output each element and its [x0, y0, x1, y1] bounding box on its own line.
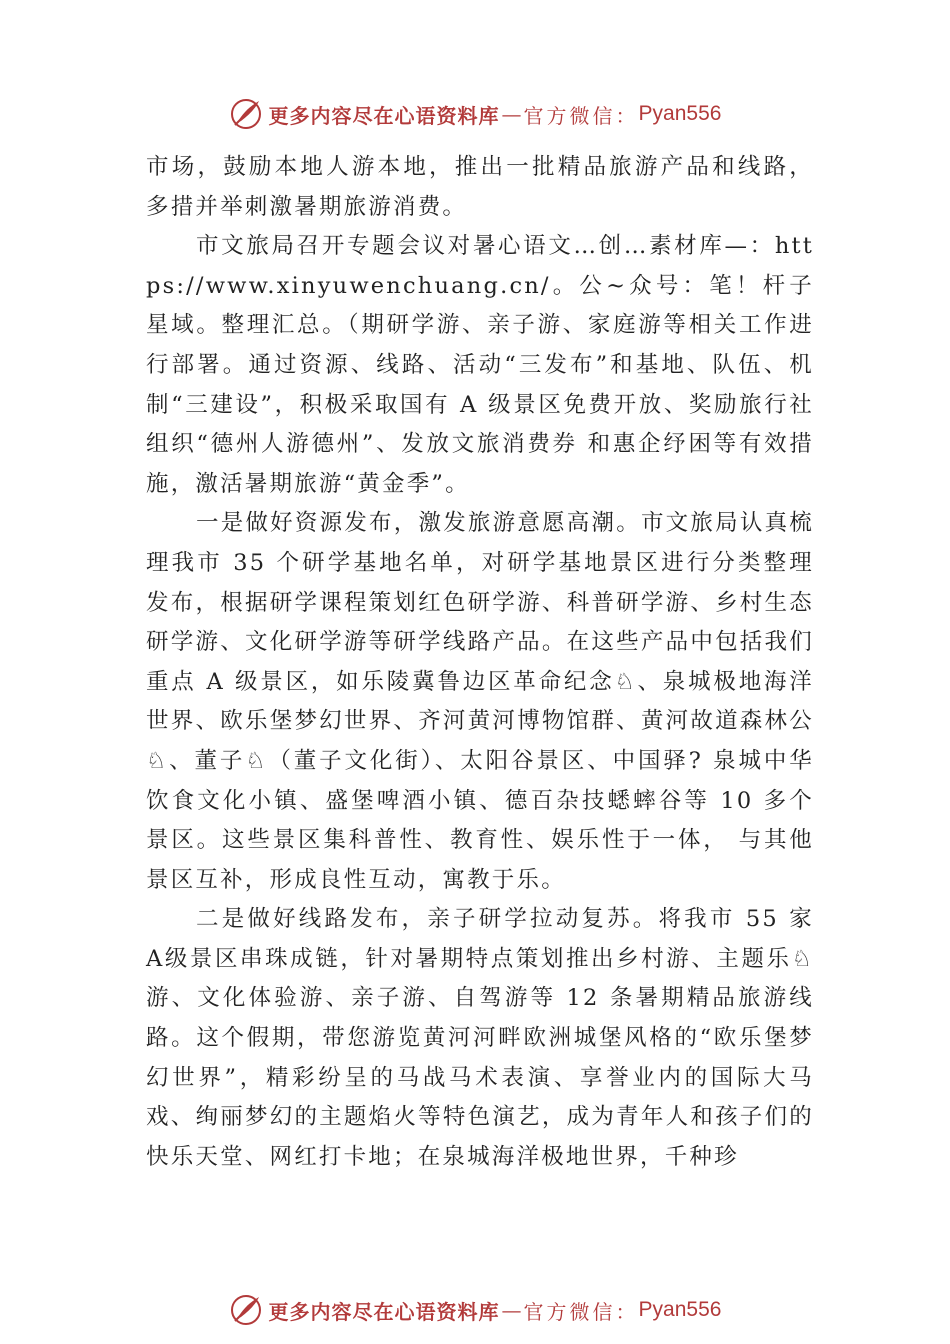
footer-banner: [0, 1290, 950, 1330]
header-separator: —: [501, 102, 522, 126]
paragraph-4: 二是做好线路发布，亲子研学拉动复苏。将我市 55 家 A级景区串珠成链，针对暑期特点策划推出乡村游、主题乐♘游、文化体验游、亲子游、自驾游等 12 条暑期精品旅游线路。这个假期，带您游览黄河河畔欧洲城堡风格的“欧乐堡梦幻世界”，精彩纷呈的马战马术表演、享誉业内的国际大马戏、绚丽梦幻的主题焰火等特色演艺，成为青年人和孩子们的快乐天堂、网红打卡地；在泉城海洋极地世界，千种珍: [146, 906, 814, 1170]
footer-separator: —: [501, 1298, 522, 1322]
header-wechat-label: 官方微信：: [523, 103, 639, 128]
document-body: [146, 148, 814, 1177]
quill-logo-icon: [229, 97, 263, 131]
footer-wechat-label: 官方微信：: [523, 1299, 639, 1324]
paragraph-3: 一是做好资源发布，激发旅游意愿高潮。市文旅局认真梳理我市 35 个研学基地名单，对研学基地景区进行分类整理发布，根据研学课程策划红色研学游、科普研学游、乡村生态研学游、文化研学游等研学线路产品。在这些产品中包括我们重点 A 级景区，如乐陵冀鲁边区革命纪念♘、泉城极地海洋世界、欧乐堡梦幻世界、齐河黄河博物馆群、黄河故道森林公♘、董子♘（董子文化街）、太阳谷景区、中国驿? 泉城中华饮食文化小镇、盛堡啤酒小镇、德百杂技蟋蟀谷等 10 多个景区。这些景区集科普性、教育性、娱乐性于一体， 与其他景区互补，形成良性互动，寓教于乐。: [146, 510, 814, 893]
paragraph-1: 市场，鼓励本地人游本地，推出一批精品旅游产品和线路， 多措并举刺激暑期旅游消费。: [146, 154, 814, 220]
footer-title: 更多内容尽在心语资料库: [268, 1299, 500, 1324]
footer-wechat-id: Pyan556: [638, 1298, 722, 1321]
header-wechat-id: Pyan556: [638, 102, 722, 125]
header-banner: [0, 94, 950, 134]
quill-logo-icon: [229, 1293, 263, 1327]
header-title: 更多内容尽在心语资料库: [268, 103, 500, 128]
paragraph-2: 市文旅局召开专题会议对暑心语文…创…素材库—：https://www.xinyuwenchuang.cn/。公~众号：笔！杆子星域。整理汇总。（期研学游、亲子游、家庭游等相关工作进行部署。通过资源、线路、活动“三发布”和基地、队伍、机制“三建设”，积极采取国有 A 级景区免费开放、奖励旅行社组织“德州人游德州”、发放文旅消费券 和惠企纾困等有效措施，激活暑期旅游“黄金季”。: [146, 233, 814, 497]
